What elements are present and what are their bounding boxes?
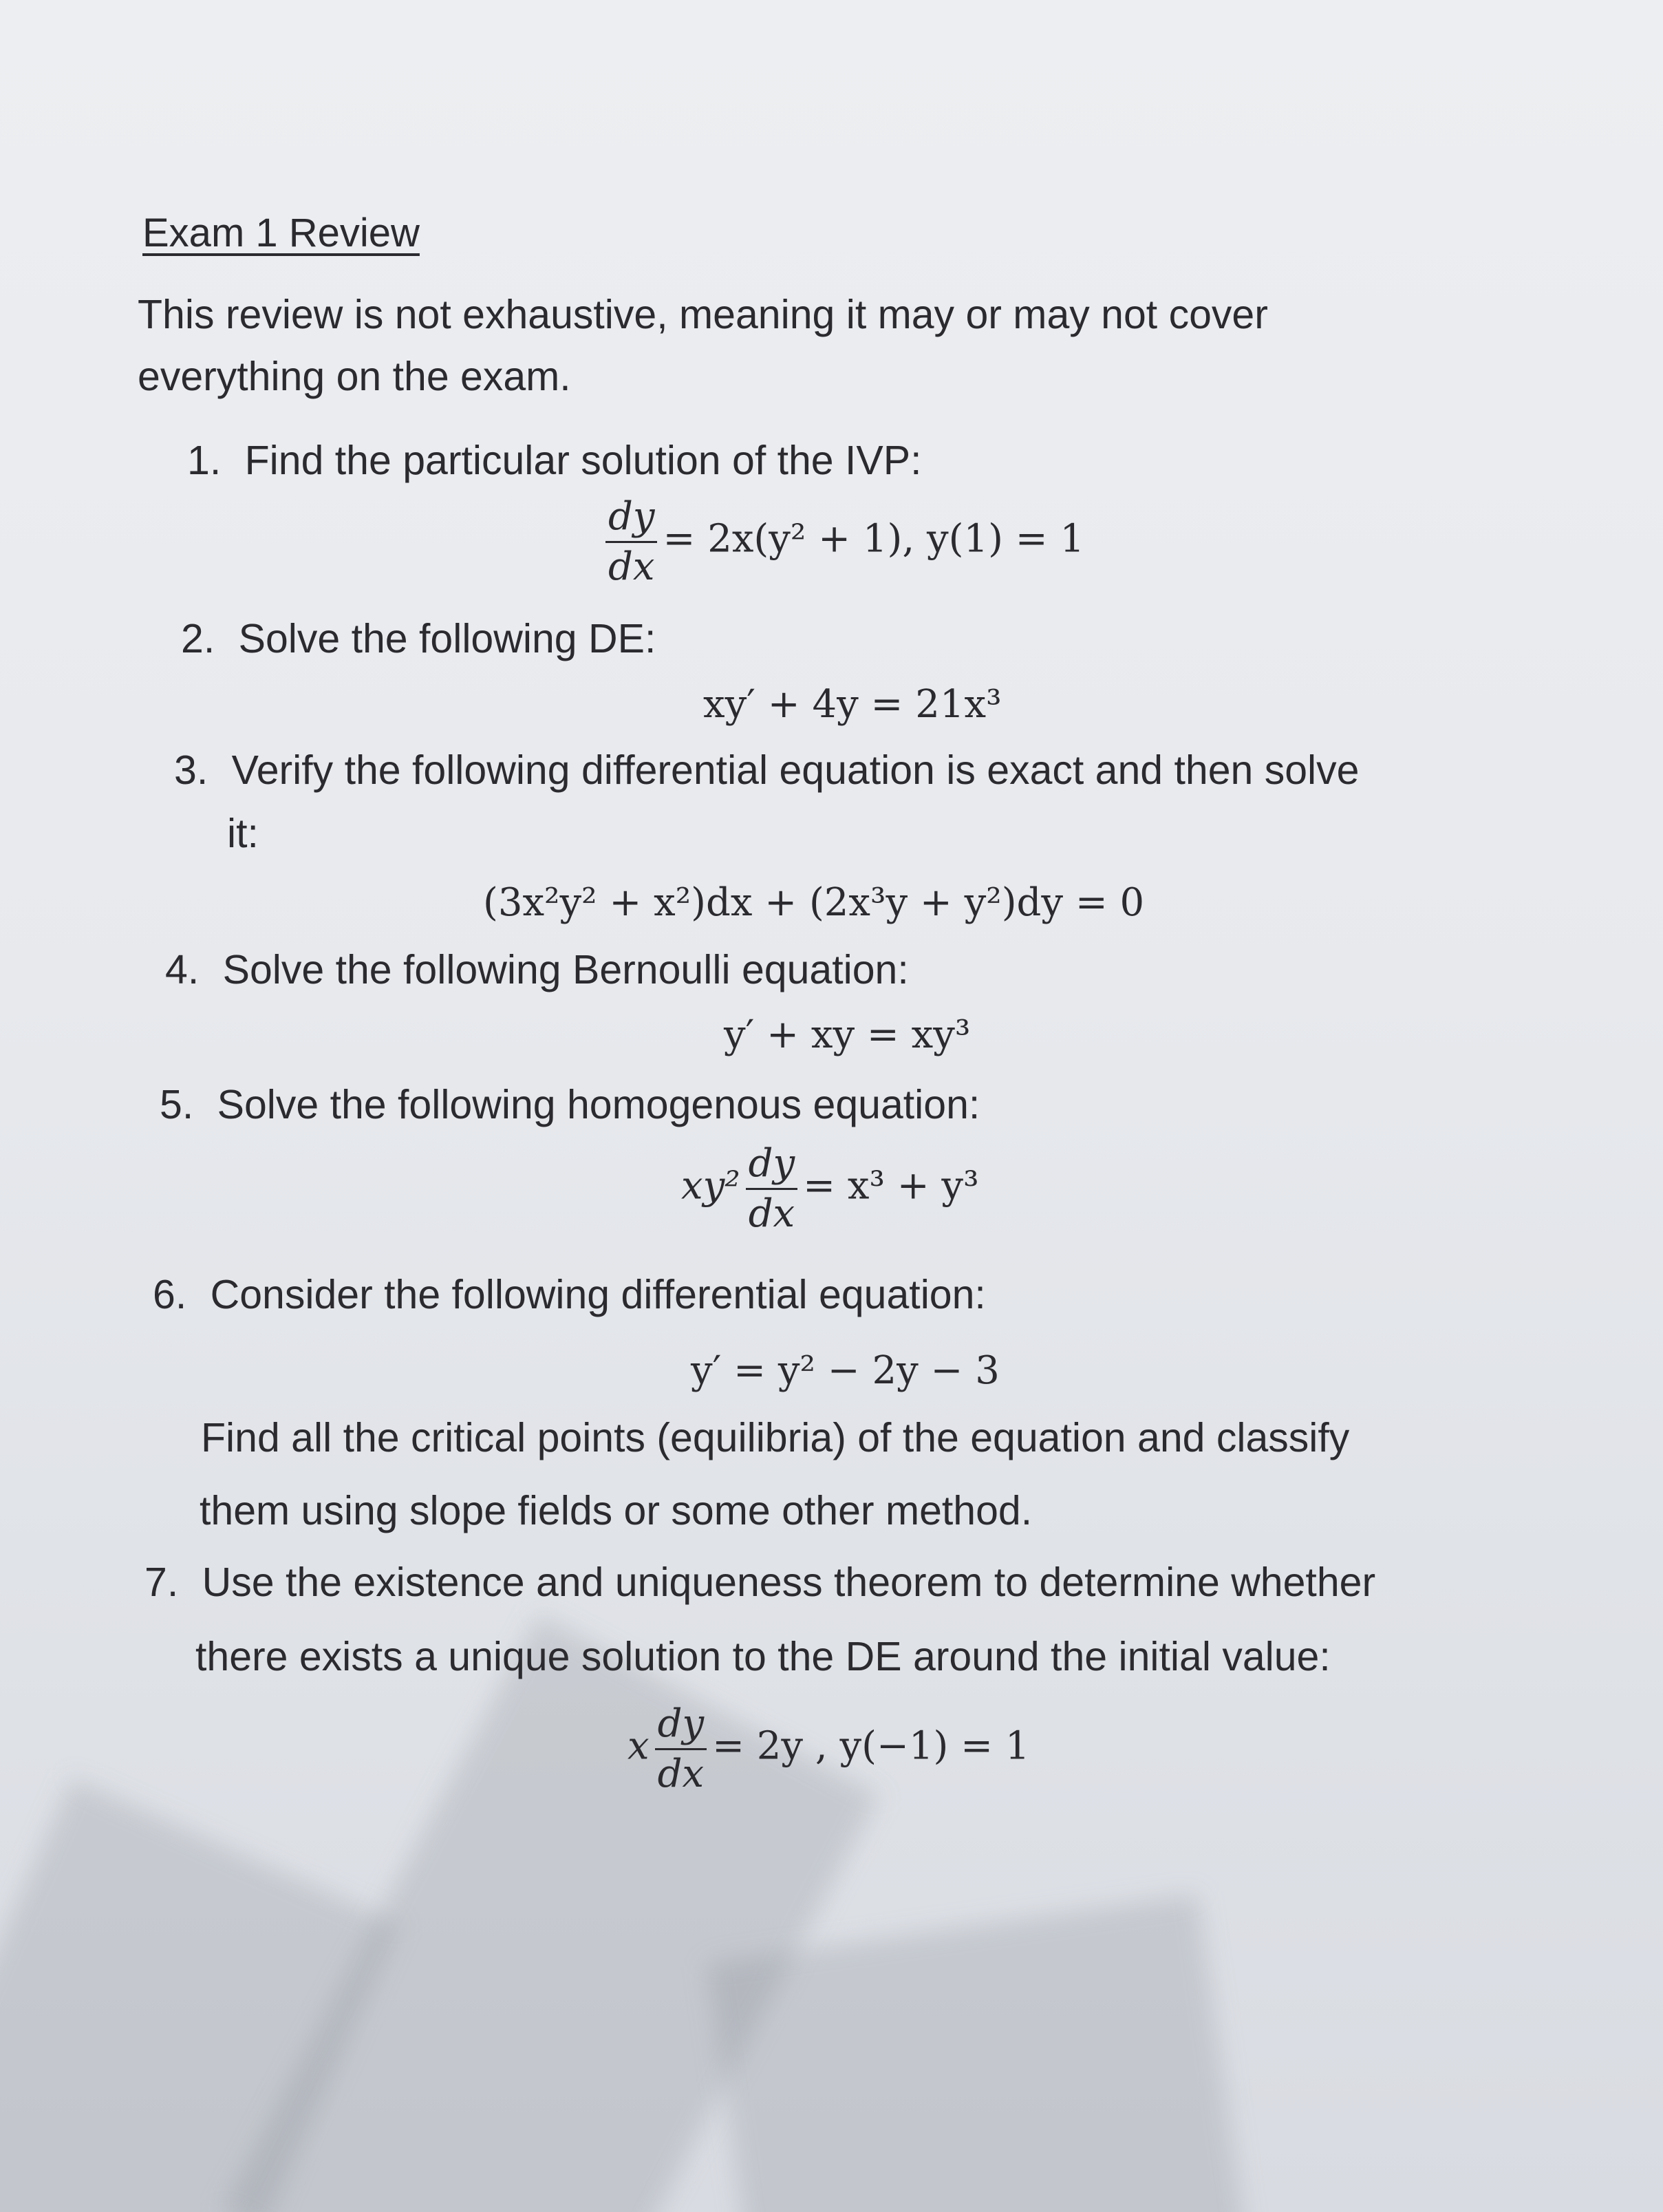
problem-7 [144, 1558, 1375, 1607]
problem-4 [165, 946, 909, 995]
problem-number: 3. [174, 747, 208, 793]
fraction [746, 1142, 797, 1235]
equation-5 [681, 1142, 979, 1235]
problem-text: Solve the following homogenous equation: [217, 1082, 980, 1127]
problem-text: Solve the following Bernoulli equation: [222, 947, 909, 992]
equation-rhs: = 2y , y(−1) = 1 [712, 1723, 1030, 1769]
equation-2: xy′ + 4y = 21x³ [703, 682, 1002, 727]
problem-number: 2. [181, 616, 215, 661]
problem-3-continued: it: [227, 811, 259, 856]
intro-line-1: This review is not exhaustive, meaning it may or may not cover [138, 292, 1268, 337]
fraction-denominator: dx [608, 544, 655, 589]
problem-6-continued-1: Find all the critical points (equilibria) of the equation and classify [201, 1415, 1350, 1460]
fraction-denominator: dx [657, 1751, 705, 1796]
problem-6 [153, 1270, 986, 1319]
equation-3: (3x²y² + x²)dx + (2x³y + y²)dy = 0 [483, 880, 1145, 925]
fraction [605, 496, 657, 588]
fraction-numerator: dy [746, 1142, 797, 1190]
equation-7 [627, 1703, 1030, 1795]
equation-lhs: xy² [681, 1163, 740, 1209]
equation-rhs: = 2x(y² + 1), y(1) = 1 [663, 516, 1085, 562]
problem-3 [174, 746, 1359, 795]
problem-text: Solve the following DE: [238, 616, 656, 661]
problem-7-continued: there exists a unique solution to the DE around the initial value: [195, 1634, 1331, 1679]
problem-2 [181, 615, 656, 663]
problem-number: 6. [153, 1272, 187, 1317]
problem-number: 7. [144, 1560, 179, 1605]
page-title: Exam 1 Review [142, 211, 420, 255]
problem-text: Find the particular solution of the IVP: [244, 438, 922, 483]
problem-6-continued-2: them using slope fields or some other method. [200, 1488, 1033, 1533]
problem-number: 4. [165, 947, 200, 992]
problem-number: 5. [160, 1082, 194, 1127]
fraction [655, 1703, 707, 1795]
problem-text: Consider the following differential equation: [210, 1272, 986, 1317]
fraction-denominator: dx [748, 1191, 795, 1236]
equation-4: y′ + xy = xy³ [724, 1012, 971, 1057]
equation-lhs: x [627, 1723, 650, 1769]
equation-rhs: = x³ + y³ [803, 1163, 979, 1209]
equation-6: y′ = y² − 2y − 3 [691, 1348, 1000, 1393]
fraction-numerator: dy [655, 1703, 707, 1750]
problem-5 [160, 1081, 980, 1129]
problem-1 [187, 436, 922, 485]
intro-line-2: everything on the exam. [138, 354, 571, 399]
problem-text: Verify the following differential equation is exact and then solve [231, 747, 1360, 793]
equation-1 [600, 496, 1084, 588]
fraction-numerator: dy [605, 496, 657, 543]
problem-text: Use the existence and uniqueness theorem to determine whether [202, 1560, 1376, 1605]
problem-number: 1. [187, 438, 222, 483]
